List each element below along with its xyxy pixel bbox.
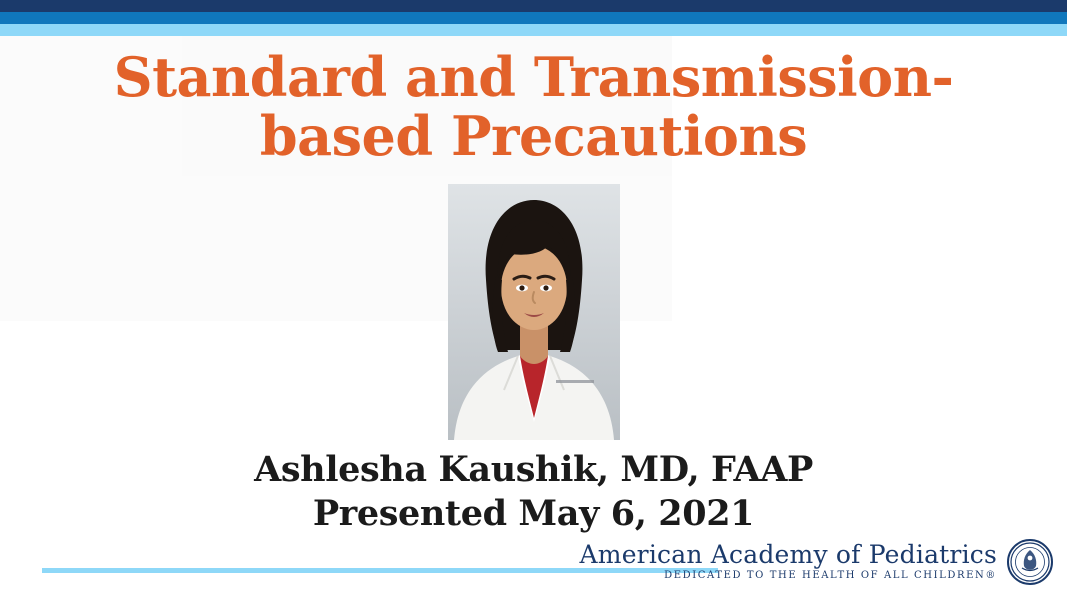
aap-logo	[579, 536, 1053, 588]
top-bar-blue	[0, 12, 1067, 24]
top-bar-light-blue	[0, 24, 1067, 36]
aap-seal-icon	[1007, 539, 1053, 585]
aap-logo-text	[580, 541, 997, 583]
slide-title: Standard and Transmission-based Precautions	[113, 45, 954, 168]
presented-date: Presented May 6, 2021	[312, 493, 755, 534]
organization-tagline: DEDICATED TO THE HEALTH OF ALL CHILDREN®	[664, 570, 997, 581]
presenter-name: Ashlesha Kaushik, MD, FAAP	[254, 449, 813, 490]
presenter-portrait	[448, 184, 620, 440]
portrait-image	[448, 184, 620, 440]
presenter-block	[60, 448, 1007, 536]
top-bar-navy	[0, 0, 1067, 12]
organization-name: American Academy of Pediatrics	[579, 540, 997, 569]
